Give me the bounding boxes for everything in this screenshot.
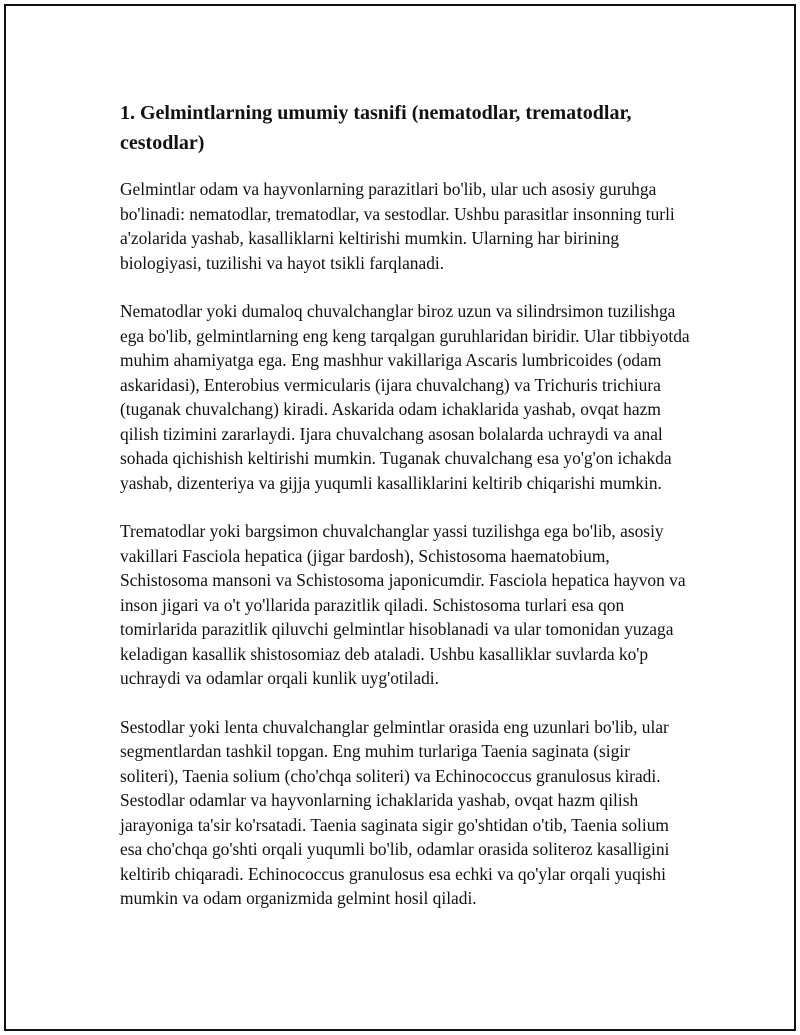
section-heading: 1. Gelmintlarning umumiy tasnifi (nematodlar, trematodlar, cestodlar) (120, 102, 632, 154)
document-body (120, 98, 692, 935)
paragraph-nematodes: Nematodlar yoki dumaloq chuvalchanglar biroz uzun va silindrsimon tuzilishga ega bo'lib, gelmintlarning eng keng tarqalgan guruhlaridan biridir. Ular tibbiyotda muhim ahamiyatga ega. Eng mashhur vakillariga Ascaris lumbricoides (odam askaridasi), Enterobius vermicularis (ijara chuvalchang) va Trichuris trichiura (tuganak chuvalchang) kiradi. Askarida odam ichaklarida yashab, ovqat hazm qilish tizimini zararlaydi. Ijara chuvalchang asosan bolalarda uchraydi va anal sohada qichishish keltirishi mumkin. Tuganak chuvalchang esa yo'g'on ichakda yashab, dizenteriya va gijja yuqumli kasalliklarini keltirib chiqarishi mumkin. (120, 301, 690, 493)
paragraph-intro: Gelmintlar odam va hayvonlarning parazitlari bo'lib, ular uch asosiy guruhga bo'linadi: nematodlar, trematodlar, va sestodlar. Ushbu parasitlar insonning turli a'zolarida yashab, kasalliklarni keltirishi mumkin. Ularning har birining biologiyasi, tuzilishi va hayot tsikli farqlanadi. (120, 179, 675, 273)
paragraph-cestodes: Sestodlar yoki lenta chuvalchanglar gelmintlar orasida eng uzunlari bo'lib, ular segmentlardan tashkil topgan. Eng muhim turlariga Taenia saginata (sigir soliteri), Taenia solium (cho'chqa soliteri) va Echinococcus granulosus kiradi. Sestodlar odamlar va hayvonlarning ichaklarida yashab, ovqat hazm qilish jarayoniga ta'sir ko'rsatadi. Taenia saginata sigir go'shtidan o'tib, Taenia solium esa cho'chqa go'shti orqali yuqumli bo'lib, odamlar orasida soliteroz kasalligini keltirib chiqaradi. Echinococcus granulosus esa echki va qo'ylar orqali yuqishi mumkin va odam organizmida gelmint hosil qiladi. (120, 716, 670, 908)
paragraph-trematodes: Trematodlar yoki bargsimon chuvalchanglar yassi tuzilishga ega bo'lib, asosiy vakillari Fasciola hepatica (jigar bardosh), Schistosoma haematobium, Schistosoma mansoni va Schistosoma japonicumdir. Fasciola hepatica hayvon va inson jigari va o't yo'llarida parazitlik qiladi. Schistosoma turlari esa qon tomirlarida parazitlik qiluvchi gelmintlar hisoblanadi va ular tomonidan yuzaga keladigan kasallik shistosomiaz deb ataladi. Ushbu kasalliklar suvlarda ko'p uchraydi va odamlar orqali kunlik uyg'otiladi. (120, 521, 686, 688)
page-frame (4, 4, 796, 1031)
